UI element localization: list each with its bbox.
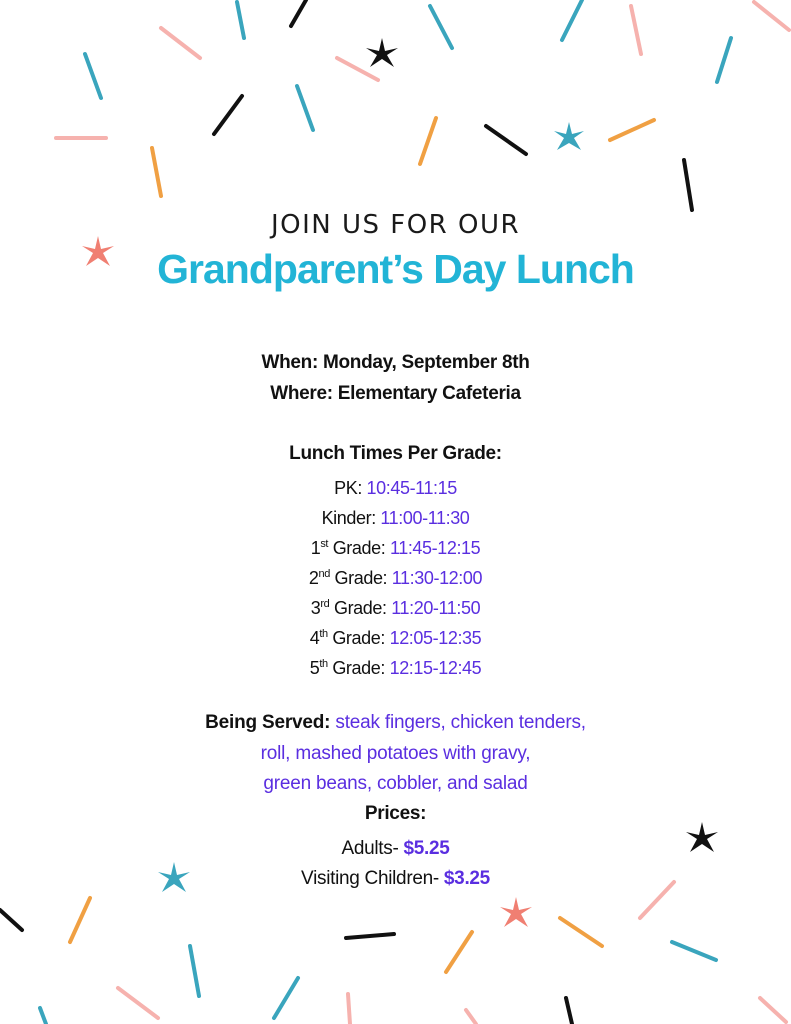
price-label: Visiting Children- — [301, 868, 444, 889]
menu-line: green beans, cobbler, and salad — [263, 773, 528, 794]
grade-row — [0, 538, 791, 559]
grade-label: Grade: — [327, 628, 390, 648]
page-title: Grandparent’s Day Lunch — [157, 246, 634, 292]
confetti-dash — [486, 126, 526, 154]
grade-row — [0, 478, 791, 499]
grade-ordinal: th — [319, 628, 328, 640]
grade-number: 1 — [310, 538, 321, 558]
intro-text: JOIN US FOR OUR — [270, 210, 521, 240]
confetti-dash — [346, 934, 394, 938]
confetti-dash — [562, 0, 582, 40]
confetti-dash — [717, 38, 731, 82]
grade-number: 4 — [309, 628, 320, 648]
confetti-dash — [348, 994, 350, 1024]
confetti-dash — [754, 2, 789, 30]
confetti-dash — [760, 998, 786, 1022]
grade-row — [0, 658, 791, 679]
grade-time: 11:45-12:15 — [389, 538, 481, 558]
price-value: $5.25 — [403, 838, 450, 859]
confetti-dash — [610, 120, 654, 140]
grade-ordinal: nd — [318, 568, 330, 580]
grade-number: 3 — [310, 598, 321, 618]
grade-time: 12:15-12:45 — [389, 658, 482, 678]
menu-items: steak fingers, chicken tenders, — [330, 712, 586, 733]
price-value: $3.25 — [443, 868, 490, 889]
confetti-dash — [446, 932, 472, 972]
grade-label: Grade: — [329, 598, 392, 618]
confetti-dash — [70, 898, 90, 942]
grade-row — [0, 568, 791, 589]
lunch-times-heading: Lunch Times Per Grade: — [289, 443, 502, 464]
confetti-dash — [0, 910, 22, 930]
grade-ordinal: th — [319, 658, 328, 670]
grade-label: Grade: — [327, 658, 390, 678]
confetti-dash — [566, 998, 572, 1024]
menu-label: Being Served: — [205, 712, 331, 733]
grade-row — [0, 628, 791, 649]
grade-time: 12:05-12:35 — [389, 628, 482, 648]
grade-label: Kinder: — [321, 508, 381, 528]
confetti-dash — [297, 86, 313, 130]
sparkle-star-icon — [500, 897, 532, 927]
grade-time: 10:45-11:15 — [366, 478, 457, 498]
confetti-dash — [214, 96, 242, 134]
confetti-dash — [560, 918, 602, 946]
grade-row — [0, 598, 791, 619]
grade-label: Grade: — [328, 538, 390, 558]
grade-label: PK: — [334, 478, 367, 498]
confetti-dash — [274, 978, 298, 1018]
price-row — [0, 838, 791, 860]
confetti-dash — [420, 118, 436, 164]
confetti-dash — [40, 1008, 46, 1024]
confetti-dash — [161, 28, 200, 58]
grade-time: 11:30-12:00 — [391, 568, 483, 588]
confetti-dash — [190, 946, 199, 996]
confetti-dash — [291, 0, 306, 26]
price-label: Adults- — [341, 838, 404, 859]
confetti-dash — [118, 988, 158, 1018]
menu-line: roll, mashed potatoes with gravy, — [260, 743, 531, 764]
price-row — [0, 868, 791, 890]
grade-number: 2 — [308, 568, 319, 588]
where-line: Where: Elementary Cafeteria — [270, 383, 521, 404]
confetti-dash — [466, 1010, 476, 1024]
sparkle-star-icon — [554, 122, 584, 150]
grade-time: 11:00-11:30 — [380, 508, 470, 528]
grade-time: 11:20-11:50 — [391, 598, 481, 618]
menu-line — [0, 712, 791, 734]
confetti-dash — [430, 6, 452, 48]
when-line: When: Monday, September 8th — [261, 352, 530, 373]
grade-label: Grade: — [329, 568, 392, 588]
grade-ordinal: st — [320, 538, 329, 550]
grade-ordinal: rd — [320, 598, 330, 610]
grade-number: 5 — [309, 658, 320, 678]
grade-row — [0, 508, 791, 529]
confetti-dash — [684, 160, 692, 210]
confetti-dash — [631, 6, 641, 54]
confetti-dash — [152, 148, 161, 196]
confetti-dash — [85, 54, 101, 98]
confetti-dash — [672, 942, 716, 960]
confetti-dash — [237, 2, 244, 38]
sparkle-star-icon — [366, 38, 398, 67]
confetti-dash — [337, 58, 378, 80]
prices-heading: Prices: — [364, 803, 427, 824]
